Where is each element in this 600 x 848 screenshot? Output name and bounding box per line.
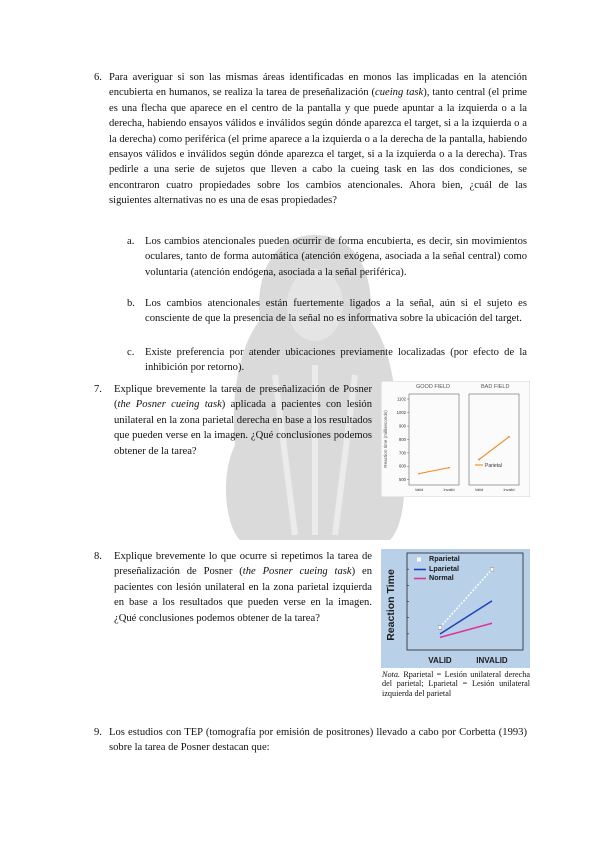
data-point (438, 626, 442, 630)
x-tick-label: Invalid (443, 488, 455, 492)
legend-label-lparietal: Lparietal (429, 564, 459, 573)
data-point (508, 436, 510, 438)
x-tick-label: VALID (428, 656, 452, 665)
option-c-text: Existe preferencia por atender ubicaciones previamente localizadas (por efecto de la inhibición por retorno). (145, 347, 527, 374)
y-axis-label: Reaction time (milliseconds) (383, 410, 388, 468)
y-tick-label: 700 (399, 450, 406, 456)
x-tick-label: Valid (474, 488, 484, 492)
panel-title-bad-field: BAD FIELD (481, 384, 510, 390)
figure-reaction-time-chart (381, 549, 530, 668)
y-tick-label: 600 (399, 463, 406, 469)
question-8-number: 8. (94, 551, 102, 562)
question-7-number: 7. (94, 384, 102, 395)
data-point (490, 568, 494, 572)
question-8-text: Explique brevemente lo que ocurre si repetimos la tarea de preseñalización de Posner (the Posner cueing task) en pacientes con lesión unilateral en la zona parietal izquierda en base a los resultados que pueden verse en la imagen. ¿Qué conclusiones podemos obtener de la tarea? (114, 551, 372, 624)
option-b-text: Los cambios atencionales están fuertemente ligados a la señal, aún si el sujeto es consciente de que la presencia de la señal no es informativa sobre la ubicación del target. (145, 298, 527, 325)
question-9-number: 9. (94, 727, 102, 738)
question-6-number: 6. (94, 72, 102, 83)
option-c-letter: c. (127, 347, 135, 358)
legend-label-normal: Normal (429, 573, 454, 582)
figure-note: Nota. Rparietal = Lesión unilateral derecha del parietal; Lparietal = Lesión unilateral izquierda del parietal (382, 670, 530, 698)
y-tick-label: 900 (399, 423, 406, 429)
data-point (418, 473, 420, 475)
y-tick-label: 1102 (396, 396, 406, 402)
figure-parietal-good-bad-field-chart (381, 381, 530, 497)
legend-swatch-rparietal (417, 558, 421, 562)
option-a-text: Los cambios atencionales pueden ocurrir de forma encubierta, es decir, sin movimientos oculares, tanto de forma automática (atención exógena, asociada a la señal central) como voluntaria (atención endógena, asociada a la señal periférica). (145, 236, 527, 278)
question-7-text: Explique brevemente la tarea de preseñalización de Posner (the Posner cueing task) aplicada a pacientes con lesión unilateral en la zona parietal derecha en base a los resultados que pueden verse en la imagen. ¿Qué conclusiones podemos obtener de la tarea? (114, 384, 372, 457)
question-6-text: Para averiguar si son las mismas áreas identificadas en monos las implicadas en la atención encubierta en humanos, se realiza la tarea de preseñalización (cueing task), tanto central (el prime es una flecha que aparece en el centro de la pantalla y que puede apuntar a la izquierda o a la derecha, habiendo ensayos válidos e inválidos según dónde aparezca el target, si a la izquierda o a la derecha) como periférica (el prime aparece a la izquierda o a la derecha de la pantalla, habiendo ensayos válidos e inválidos según dónde aparezca el target, si a la izquierda o a la derecha). Tras pedirle a una serie de sujetos que lleven a cabo la cueing task en las dos condiciones, se encontraron cuatro propiedades sobre los cambios atencionales. Ahora bien, ¿cuál de las siguientes alternativas no es una de esas propiedades? (109, 72, 528, 207)
legend-label-parietal: Parietal (485, 463, 502, 469)
x-tick-label: Invalid (503, 488, 515, 492)
data-point (478, 459, 480, 461)
x-tick-label: Valid (414, 488, 424, 492)
y-tick-label: 1002 (396, 409, 406, 415)
option-b-letter: b. (127, 298, 135, 309)
y-tick-label: 500 (399, 477, 406, 483)
x-tick-label: INVALID (476, 656, 508, 665)
panel-title-good-field: GOOD FIELD (416, 384, 450, 390)
legend-label-rparietal: Rparietal (429, 554, 460, 563)
y-tick-label: 800 (399, 436, 406, 442)
data-point (448, 467, 450, 469)
option-a-letter: a. (127, 236, 135, 247)
y-axis-label: Reaction Time (385, 569, 397, 641)
question-9-text: Los estudios con TEP (tomografía por emisión de positrones) llevado a cabo por Corbetta (1993) sobre la tarea de Posner destacan que: (109, 727, 527, 754)
